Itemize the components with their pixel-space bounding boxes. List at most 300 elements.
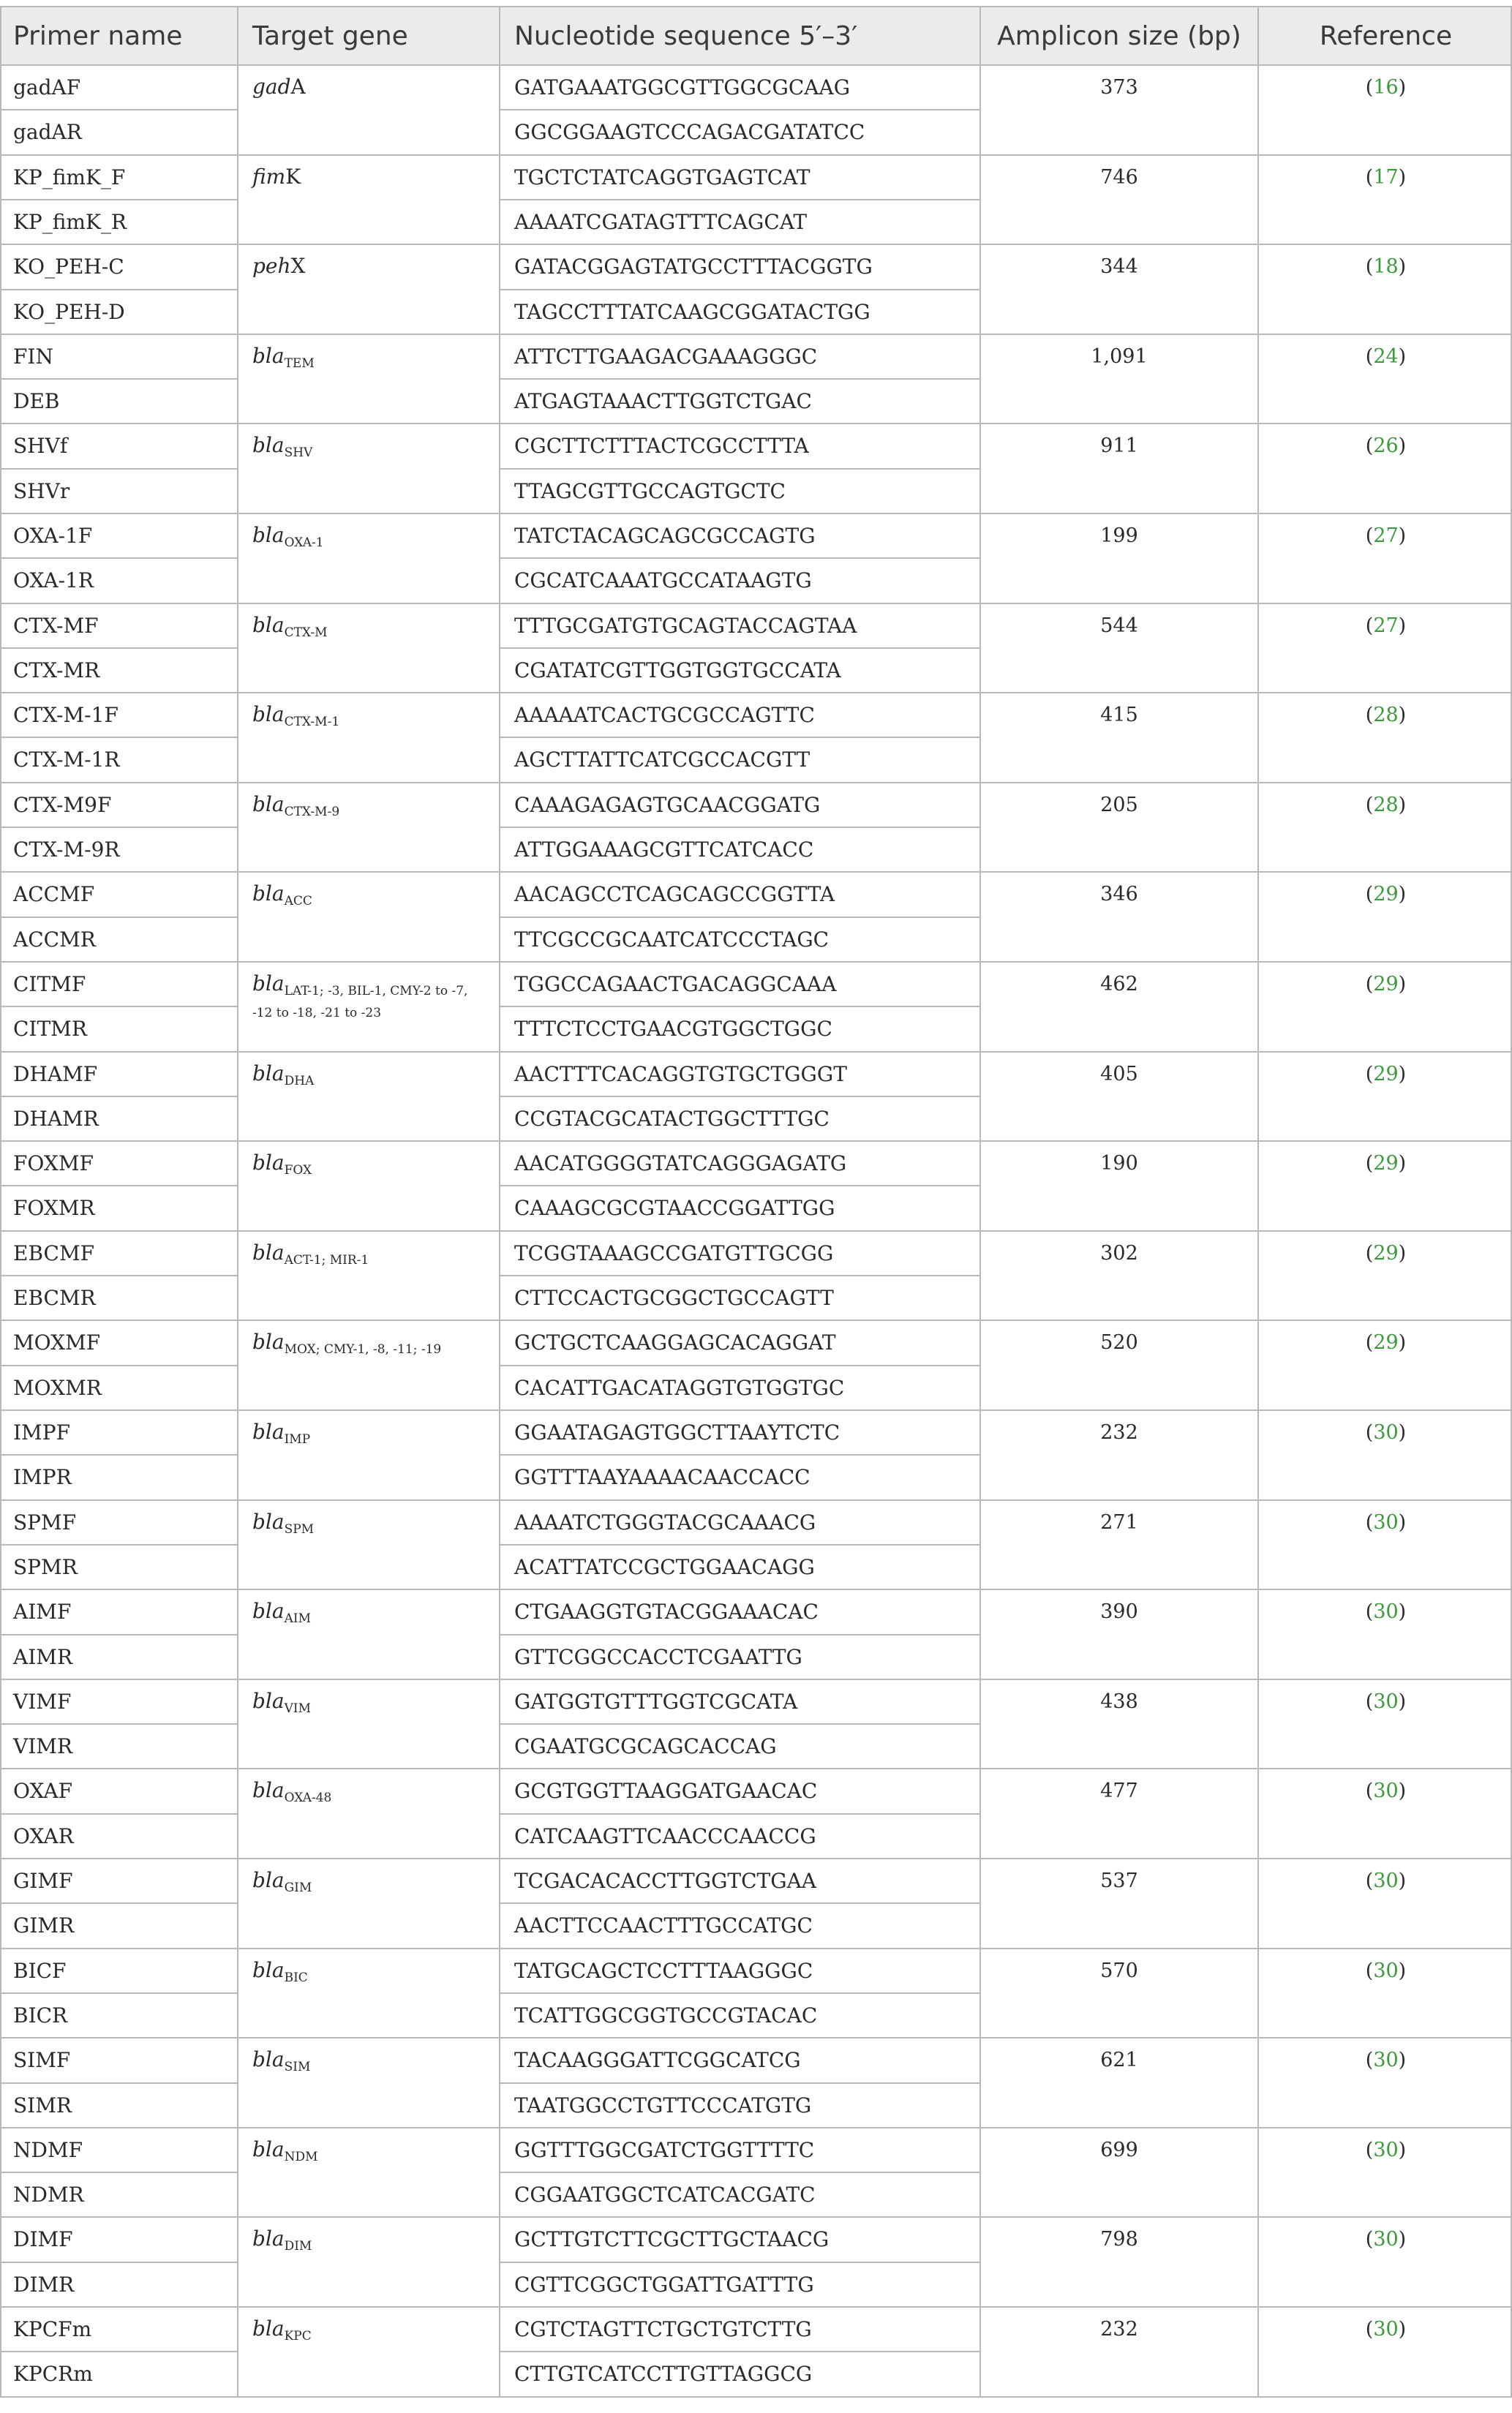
primer-name-reverse: AIMR bbox=[13, 1645, 73, 1669]
gene-italic-part: bla bbox=[252, 1599, 285, 1623]
primer-name-reverse: DHAMR bbox=[13, 1107, 99, 1131]
reference-link[interactable]: 24 bbox=[1373, 345, 1399, 368]
target-gene bbox=[252, 162, 301, 191]
primer-name-forward: SIMF bbox=[13, 2048, 71, 2072]
reference-link[interactable]: 29 bbox=[1373, 973, 1399, 995]
ref-open-paren: ( bbox=[1365, 166, 1374, 189]
gene-italic-part: bla bbox=[252, 702, 285, 726]
reference-link[interactable]: 29 bbox=[1373, 1063, 1399, 1085]
primer-name-forward: FIN bbox=[13, 345, 53, 369]
sequence-reverse: TAGCCTTTATCAAGCGGATACTGG bbox=[514, 300, 870, 324]
reference bbox=[1258, 1052, 1512, 1096]
ref-close-paren: ) bbox=[1398, 1870, 1407, 1892]
ref-open-paren: ( bbox=[1365, 434, 1374, 457]
sequence-forward: GATGGTGTTTGGTCGCATA bbox=[514, 1690, 798, 1714]
sequence-forward: TACAAGGGATTCGGCATCG bbox=[514, 2048, 801, 2072]
primer-name-forward: BICF bbox=[13, 1959, 67, 1983]
primer-name-forward: SPMF bbox=[13, 1510, 77, 1535]
amplicon-size: 911 bbox=[1100, 434, 1138, 457]
sequence-reverse: ATTGGAAAGCGTTCATCACC bbox=[514, 837, 814, 862]
amplicon-size: 746 bbox=[1100, 166, 1138, 189]
sequence-reverse: AACTTCCAACTTTGCCATGC bbox=[514, 1913, 813, 1938]
amplicon-size: 346 bbox=[1100, 883, 1138, 906]
reference bbox=[1258, 1231, 1512, 1276]
primer-name-reverse: EBCMR bbox=[13, 1286, 96, 1310]
primer-name-forward: OXA-1F bbox=[13, 524, 93, 548]
amplicon-size: 520 bbox=[1100, 1331, 1138, 1354]
target-gene bbox=[252, 1956, 308, 1987]
gene-italic-part: bla bbox=[252, 613, 285, 637]
ref-open-paren: ( bbox=[1365, 2318, 1374, 2341]
primer-name-forward: OXAF bbox=[13, 1779, 73, 1803]
ref-close-paren: ) bbox=[1398, 255, 1407, 278]
reference-link[interactable]: 28 bbox=[1373, 794, 1399, 816]
ref-close-paren: ) bbox=[1398, 794, 1407, 816]
reference-link[interactable]: 30 bbox=[1373, 2049, 1399, 2071]
ref-close-paren: ) bbox=[1398, 2318, 1407, 2341]
primer-name-reverse: DEB bbox=[13, 389, 60, 413]
target-gene bbox=[252, 611, 328, 642]
reference-link[interactable]: 29 bbox=[1373, 883, 1399, 906]
reference bbox=[1258, 1949, 1512, 1993]
reference bbox=[1258, 2128, 1512, 2172]
ref-open-paren: ( bbox=[1365, 1511, 1374, 1534]
reference-link[interactable]: 18 bbox=[1373, 255, 1399, 278]
primer-name-forward: MOXMF bbox=[13, 1330, 101, 1355]
sequence-reverse: TCATTGGCGGTGCCGTACAC bbox=[514, 2003, 818, 2028]
gene-suffix: A bbox=[290, 75, 306, 99]
primer-name-forward: CTX-MF bbox=[13, 614, 99, 638]
gene-subscript: CTX-M-1 bbox=[284, 715, 340, 729]
primer-name-forward: CTX-M9F bbox=[13, 793, 112, 817]
sequence-forward: AACTTTCACAGGTGTGCTGGGT bbox=[514, 1062, 847, 1086]
reference bbox=[1258, 513, 1512, 558]
sequence-reverse: CTTGTCATCCTTGTTAGGCG bbox=[514, 2362, 813, 2386]
primer-name-reverse: GIMR bbox=[13, 1913, 75, 1938]
ref-close-paren: ) bbox=[1398, 524, 1407, 547]
target-gene bbox=[252, 1418, 310, 1449]
gene-italic-part: bla bbox=[252, 971, 285, 995]
reference bbox=[1258, 1320, 1512, 1365]
gene-subscript: DHA bbox=[284, 1074, 315, 1088]
reference bbox=[1258, 1500, 1512, 1545]
primer-name-forward: CTX-M-1F bbox=[13, 703, 119, 727]
gene-subscript: CTX-M bbox=[284, 625, 328, 640]
target-gene bbox=[252, 1328, 441, 1359]
target-gene bbox=[252, 1776, 331, 1807]
sequence-forward: GCGTGGTTAAGGATGAACAC bbox=[514, 1779, 818, 1803]
amplicon-size: 544 bbox=[1100, 614, 1138, 637]
sequence-forward: TTTGCGATGTGCAGTACCAGTAA bbox=[514, 614, 857, 638]
gene-italic-part: bla bbox=[252, 1689, 285, 1713]
ref-close-paren: ) bbox=[1398, 434, 1407, 457]
gene-subscript: SHV bbox=[284, 445, 313, 460]
ref-close-paren: ) bbox=[1398, 614, 1407, 637]
ref-open-paren: ( bbox=[1365, 255, 1374, 278]
primer-name-reverse: SPMR bbox=[13, 1555, 78, 1579]
ref-open-paren: ( bbox=[1365, 524, 1374, 547]
ref-close-paren: ) bbox=[1398, 1511, 1407, 1534]
sequence-reverse: CGCATCAAATGCCATAAGTG bbox=[514, 568, 812, 592]
sequence-reverse: AAAATCGATAGTTTCAGCAT bbox=[514, 210, 808, 234]
sequence-reverse: CTTCCACTGCGGCTGCCAGTT bbox=[514, 1286, 834, 1310]
sequence-reverse: AGCTTATTCATCGCCACGTT bbox=[514, 748, 810, 772]
gene-subscript-continued: -12 to -18, -21 to -23 bbox=[252, 1005, 382, 1020]
amplicon-size: 477 bbox=[1100, 1780, 1138, 1802]
amplicon-size: 537 bbox=[1100, 1870, 1138, 1892]
primer-name-reverse: OXA-1R bbox=[13, 568, 94, 592]
target-gene bbox=[252, 700, 339, 731]
gene-italic-part: bla bbox=[252, 1330, 285, 1354]
sequence-reverse: GGTTTAAYAAAACAACCACC bbox=[514, 1465, 810, 1489]
amplicon-size: 302 bbox=[1100, 1242, 1138, 1265]
sequence-forward: TATCTACAGCAGCGCCAGTG bbox=[514, 524, 816, 548]
sequence-reverse: TAATGGCCTGTTCCCATGTG bbox=[514, 2093, 812, 2118]
sequence-forward: GATGAAATGGCGTTGGCGCAAG bbox=[514, 75, 851, 99]
gene-subscript: NDM bbox=[284, 2150, 318, 2164]
sequence-forward: AAAATCTGGGTACGCAAACG bbox=[514, 1510, 816, 1535]
sequence-forward: AACATGGGGTATCAGGGAGATG bbox=[514, 1151, 847, 1175]
amplicon-size: 570 bbox=[1100, 1960, 1138, 1982]
gene-italic-part: bla bbox=[252, 1061, 285, 1085]
ref-open-paren: ( bbox=[1365, 614, 1374, 637]
sequence-reverse: ATGAGTAAACTTGGTCTGAC bbox=[514, 389, 812, 413]
target-gene bbox=[252, 2135, 318, 2167]
reference bbox=[1258, 155, 1512, 200]
top-border bbox=[0, 6, 1512, 7]
sequence-reverse: TTTCTCCTGAACGTGGCTGGC bbox=[514, 1017, 832, 1041]
primer-name-reverse: KP_fimK_R bbox=[13, 210, 127, 234]
ref-close-paren: ) bbox=[1398, 345, 1407, 368]
sequence-forward: CGTCTAGTTCTGCTGTCTTG bbox=[514, 2317, 812, 2341]
amplicon-size: 438 bbox=[1100, 1690, 1138, 1713]
amplicon-size: 621 bbox=[1100, 2049, 1138, 2071]
reference bbox=[1258, 244, 1512, 289]
ref-close-paren: ) bbox=[1398, 1242, 1407, 1265]
sequence-reverse: ACATTATCCGCTGGAACAGG bbox=[514, 1555, 815, 1579]
gene-italic-part: bla bbox=[252, 1151, 285, 1175]
primer-name-forward: FOXMF bbox=[13, 1151, 94, 1175]
reference-link[interactable]: 30 bbox=[1373, 1780, 1399, 1802]
reference bbox=[1258, 1769, 1512, 1813]
gene-italic-part: bla bbox=[252, 881, 285, 906]
ref-open-paren: ( bbox=[1365, 883, 1374, 906]
sequence-reverse: CAAAGCGCGTAACCGGATTGG bbox=[514, 1196, 835, 1220]
primer-name-forward: AIMF bbox=[13, 1600, 72, 1624]
sequence-reverse: CGATATCGTTGGTGGTGCCATA bbox=[514, 658, 841, 682]
reference-link[interactable]: 30 bbox=[1373, 2139, 1399, 2161]
reference-link[interactable]: 17 bbox=[1373, 166, 1399, 189]
primer-name-reverse: CTX-MR bbox=[13, 658, 100, 682]
reference bbox=[1258, 603, 1512, 648]
gene-subscript: KPC bbox=[284, 2329, 312, 2344]
reference bbox=[1258, 1141, 1512, 1186]
sequence-forward: GCTGCTCAAGGAGCACAGGAT bbox=[514, 1330, 836, 1355]
primer-name-forward: VIMF bbox=[13, 1690, 72, 1714]
gene-suffix: K bbox=[285, 165, 301, 189]
gene-subscript: BIC bbox=[284, 1970, 308, 1985]
amplicon-size: 271 bbox=[1100, 1511, 1138, 1534]
target-gene bbox=[252, 1148, 312, 1180]
reference bbox=[1258, 1589, 1512, 1634]
gene-italic-part: bla bbox=[252, 2137, 285, 2161]
ref-open-paren: ( bbox=[1365, 1870, 1374, 1892]
gene-subscript: ACC bbox=[284, 894, 312, 908]
gene-subscript: FOX bbox=[284, 1163, 312, 1178]
reference-link[interactable]: 29 bbox=[1373, 1242, 1399, 1265]
gene-italic-part: bla bbox=[252, 2047, 285, 2071]
reference bbox=[1258, 65, 1512, 110]
reference-link[interactable]: 16 bbox=[1373, 76, 1399, 99]
primer-name-forward: EBCMF bbox=[13, 1241, 95, 1265]
target-gene bbox=[252, 431, 312, 462]
sequence-forward: TCGACACACCTTGGTCTGAA bbox=[514, 1869, 817, 1893]
ref-close-paren: ) bbox=[1398, 1331, 1407, 1354]
primer-name-reverse: CTX-M-1R bbox=[13, 748, 120, 772]
sequence-forward: CAAAGAGAGTGCAACGGATG bbox=[514, 793, 821, 817]
primer-name-forward: ACCMF bbox=[13, 882, 95, 906]
reference bbox=[1258, 783, 1512, 827]
amplicon-size: 415 bbox=[1100, 704, 1138, 726]
primer-name-forward: GIMF bbox=[13, 1869, 73, 1893]
sequence-forward: AACAGCCTCAGCAGCCGGTTA bbox=[514, 882, 835, 906]
sequence-reverse: GGCGGAAGTCCCAGACGATATCC bbox=[514, 120, 865, 144]
target-gene bbox=[252, 1866, 312, 1897]
reference bbox=[1258, 962, 1512, 1006]
ref-open-paren: ( bbox=[1365, 2049, 1374, 2071]
amplicon-size: 190 bbox=[1100, 1152, 1138, 1175]
sequence-forward: TGCTCTATCAGGTGAGTCAT bbox=[514, 165, 810, 189]
target-gene bbox=[252, 252, 305, 280]
amplicon-size: 405 bbox=[1100, 1063, 1138, 1085]
reference bbox=[1258, 693, 1512, 737]
target-gene bbox=[252, 521, 324, 552]
ref-close-paren: ) bbox=[1398, 76, 1407, 99]
ref-close-paren: ) bbox=[1398, 2049, 1407, 2071]
gene-subscript: IMP bbox=[284, 1432, 311, 1447]
gene-italic-part: bla bbox=[252, 1510, 285, 1534]
primer-name-reverse: CTX-M-9R bbox=[13, 837, 120, 862]
reference-link[interactable]: 30 bbox=[1373, 2318, 1399, 2341]
reference-link[interactable]: 27 bbox=[1373, 614, 1399, 637]
primer-name-forward: KO_PEH-C bbox=[13, 255, 124, 279]
ref-close-paren: ) bbox=[1398, 1780, 1407, 1802]
ref-close-paren: ) bbox=[1398, 1152, 1407, 1175]
primer-name-reverse: ACCMR bbox=[13, 927, 96, 952]
target-gene bbox=[252, 1507, 314, 1539]
ref-open-paren: ( bbox=[1365, 1152, 1374, 1175]
ref-close-paren: ) bbox=[1398, 883, 1407, 906]
ref-open-paren: ( bbox=[1365, 704, 1374, 726]
gene-italic-part: peh bbox=[252, 254, 291, 278]
gene-italic-part: bla bbox=[252, 1958, 285, 1982]
gene-italic-part: bla bbox=[252, 344, 285, 368]
gene-italic-part: bla bbox=[252, 523, 285, 547]
primer-name-forward: NDMF bbox=[13, 2138, 83, 2162]
reference-link[interactable]: 30 bbox=[1373, 1690, 1399, 1713]
group-border bbox=[0, 2396, 1512, 2398]
sequence-reverse: TTCGCCGCAATCATCCCTAGC bbox=[514, 927, 830, 952]
ref-close-paren: ) bbox=[1398, 1690, 1407, 1713]
reference bbox=[1258, 872, 1512, 916]
target-gene bbox=[252, 969, 467, 1023]
amplicon-size: 344 bbox=[1100, 255, 1138, 278]
primer-name-reverse: CITMR bbox=[13, 1017, 87, 1041]
primer-name-forward: DIMF bbox=[13, 2227, 73, 2251]
gene-subscript: TEM bbox=[284, 356, 315, 371]
reference-link[interactable]: 30 bbox=[1373, 1600, 1399, 1623]
gene-subscript: SPM bbox=[284, 1522, 315, 1537]
primer-name-forward: SHVf bbox=[13, 434, 68, 458]
amplicon-size: 798 bbox=[1100, 2228, 1138, 2251]
gene-subscript: GIM bbox=[284, 1881, 312, 1895]
reference bbox=[1258, 2217, 1512, 2262]
header-sequence: Nucleotide sequence 5′–3′ bbox=[514, 20, 858, 51]
ref-close-paren: ) bbox=[1398, 1063, 1407, 1085]
gene-italic-part: bla bbox=[252, 2316, 285, 2341]
sequence-forward: GCTTGTCTTCGCTTGCTAACG bbox=[514, 2227, 830, 2251]
reference-link[interactable]: 29 bbox=[1373, 1331, 1399, 1354]
ref-open-paren: ( bbox=[1365, 1063, 1374, 1085]
sequence-forward: TATGCAGCTCCTTTAAGGGC bbox=[514, 1959, 813, 1983]
sequence-forward: AAAAATCACTGCGCCAGTTC bbox=[514, 703, 815, 727]
primer-name-reverse: BICR bbox=[13, 2003, 68, 2028]
header-amplicon-size: Amplicon size (bp) bbox=[997, 20, 1241, 51]
header-reference: Reference bbox=[1319, 20, 1453, 51]
header-primer-name: Primer name bbox=[13, 20, 183, 51]
gene-subscript: SIM bbox=[284, 2060, 311, 2074]
primer-name-reverse: gadAR bbox=[13, 120, 82, 144]
gene-subscript: VIM bbox=[284, 1701, 311, 1716]
primer-name-forward: gadAF bbox=[13, 75, 81, 99]
target-gene bbox=[252, 1238, 369, 1270]
reference bbox=[1258, 2307, 1512, 2352]
reference-link[interactable]: 26 bbox=[1373, 434, 1399, 457]
gene-subscript: MOX; CMY-1, -8, -11; -19 bbox=[284, 1342, 442, 1357]
reference-link[interactable]: 30 bbox=[1373, 2228, 1399, 2251]
sequence-forward: TCGGTAAAGCCGATGTTGCGG bbox=[514, 1241, 834, 1265]
target-gene bbox=[252, 1687, 311, 1718]
ref-open-paren: ( bbox=[1365, 1690, 1374, 1713]
sequence-forward: GGTTTGGCGATCTGGTTTTC bbox=[514, 2138, 815, 2162]
primer-name-reverse: KPCRm bbox=[13, 2362, 93, 2386]
target-gene bbox=[252, 72, 306, 101]
gene-italic-part: gad bbox=[252, 75, 291, 99]
ref-open-paren: ( bbox=[1365, 973, 1374, 995]
ref-open-paren: ( bbox=[1365, 1960, 1374, 1982]
gene-italic-part: fim bbox=[252, 165, 286, 189]
target-gene bbox=[252, 2224, 312, 2256]
primer-name-forward: DHAMF bbox=[13, 1062, 98, 1086]
reference bbox=[1258, 424, 1512, 468]
primer-name-forward: KP_fimK_F bbox=[13, 165, 126, 189]
target-gene bbox=[252, 342, 315, 373]
gene-subscript: OXA-48 bbox=[284, 1791, 332, 1805]
gene-suffix: X bbox=[290, 254, 306, 278]
primer-name-forward: IMPF bbox=[13, 1420, 70, 1445]
amplicon-size: 232 bbox=[1100, 2318, 1138, 2341]
ref-close-paren: ) bbox=[1398, 166, 1407, 189]
primer-name-forward: KPCFm bbox=[13, 2317, 92, 2341]
primer-name-reverse: VIMR bbox=[13, 1734, 73, 1758]
amplicon-size: 373 bbox=[1100, 76, 1138, 99]
gene-italic-part: bla bbox=[252, 1868, 285, 1892]
primer-name-reverse: OXAR bbox=[13, 1824, 74, 1848]
primer-name-reverse: MOXMR bbox=[13, 1376, 102, 1400]
reference-link[interactable]: 30 bbox=[1373, 1511, 1399, 1534]
reference-link[interactable]: 30 bbox=[1373, 1870, 1399, 1892]
primer-name-reverse: IMPR bbox=[13, 1465, 72, 1489]
amplicon-size: 462 bbox=[1100, 973, 1138, 995]
ref-open-paren: ( bbox=[1365, 1242, 1374, 1265]
amplicon-size: 199 bbox=[1100, 524, 1138, 547]
gene-italic-part: bla bbox=[252, 2226, 285, 2251]
ref-close-paren: ) bbox=[1398, 704, 1407, 726]
ref-open-paren: ( bbox=[1365, 1780, 1374, 1802]
gene-italic-part: bla bbox=[252, 1241, 285, 1265]
gene-subscript: ACT-1; MIR-1 bbox=[284, 1253, 369, 1268]
primer-name-reverse: DIMR bbox=[13, 2273, 75, 2297]
sequence-forward: GGAATAGAGTGGCTTAAYTCTC bbox=[514, 1420, 840, 1445]
sequence-reverse: CGGAATGGCTCATCACGATC bbox=[514, 2183, 816, 2207]
amplicon-size: 1,091 bbox=[1091, 345, 1148, 368]
target-gene bbox=[252, 1597, 311, 1628]
gene-italic-part: bla bbox=[252, 1778, 285, 1802]
sequence-forward: CTGAAGGTGTACGGAAACAC bbox=[514, 1600, 819, 1624]
ref-open-paren: ( bbox=[1365, 1421, 1374, 1444]
target-gene bbox=[252, 790, 339, 821]
ref-close-paren: ) bbox=[1398, 1421, 1407, 1444]
header-target-gene: Target gene bbox=[252, 20, 408, 51]
target-gene bbox=[252, 2045, 310, 2077]
reference bbox=[1258, 1859, 1512, 1903]
primer-name-reverse: KO_PEH-D bbox=[13, 300, 125, 324]
ref-close-paren: ) bbox=[1398, 1960, 1407, 1982]
reference bbox=[1258, 2038, 1512, 2082]
target-gene bbox=[252, 879, 312, 911]
amplicon-size: 232 bbox=[1100, 1421, 1138, 1444]
ref-open-paren: ( bbox=[1365, 2228, 1374, 2251]
gene-subscript: LAT-1; -3, BIL-1, CMY-2 to -7, bbox=[284, 984, 468, 998]
ref-open-paren: ( bbox=[1365, 1600, 1374, 1623]
ref-open-paren: ( bbox=[1365, 1331, 1374, 1354]
target-gene bbox=[252, 1059, 314, 1091]
gene-italic-part: bla bbox=[252, 433, 285, 457]
reference-link[interactable]: 28 bbox=[1373, 704, 1399, 726]
ref-open-paren: ( bbox=[1365, 2139, 1374, 2161]
reference-link[interactable]: 29 bbox=[1373, 1152, 1399, 1175]
primer-name-reverse: FOXMR bbox=[13, 1196, 95, 1220]
ref-close-paren: ) bbox=[1398, 2228, 1407, 2251]
sequence-reverse: CATCAAGTTCAACCCAACCG bbox=[514, 1824, 816, 1848]
amplicon-size: 205 bbox=[1100, 794, 1138, 816]
reference-link[interactable]: 30 bbox=[1373, 1960, 1399, 1982]
sequence-forward: TGGCCAGAACTGACAGGCAAA bbox=[514, 972, 837, 996]
gene-subscript: CTX-M-9 bbox=[284, 805, 340, 819]
sequence-reverse: TTAGCGTTGCCAGTGCTC bbox=[514, 479, 786, 503]
reference-link[interactable]: 30 bbox=[1373, 1421, 1399, 1444]
reference-link[interactable]: 27 bbox=[1373, 524, 1399, 547]
reference bbox=[1258, 1679, 1512, 1724]
gene-subscript: AIM bbox=[284, 1611, 311, 1626]
amplicon-size: 390 bbox=[1100, 1600, 1138, 1623]
sequence-forward: ATTCTTGAAGACGAAAGGGC bbox=[514, 345, 818, 369]
sequence-forward: GATACGGAGTATGCCTTTACGGTG bbox=[514, 255, 873, 279]
gene-subscript: OXA-1 bbox=[284, 535, 324, 550]
sequence-reverse: CGTTCGGCTGGATTGATTTG bbox=[514, 2273, 814, 2297]
ref-close-paren: ) bbox=[1398, 973, 1407, 995]
ref-open-paren: ( bbox=[1365, 794, 1374, 816]
